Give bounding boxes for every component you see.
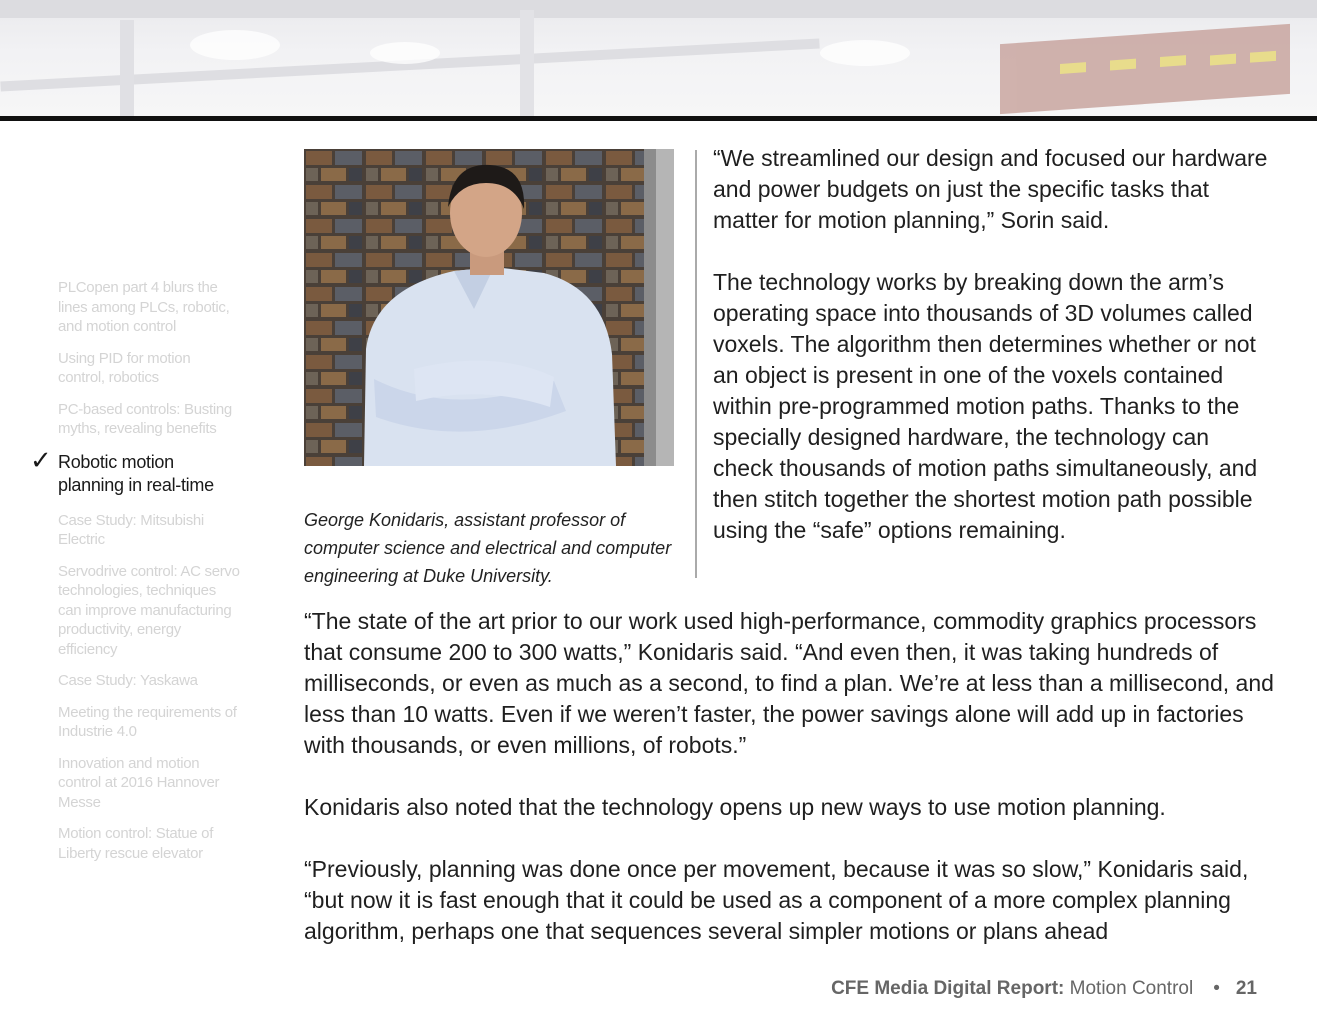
footer-section: Motion Control [1069,978,1194,999]
article-paragraph: “Previously, planning was done once per movement, because it was so slow,” Konidaris said, “but now it is fast enough that it could be used as a component of a more complex planning algorithm, perhaps one that sequences several simpler motions or plans ahead [304,856,1249,944]
header-banner-image [0,0,1317,116]
toc-item[interactable]: Using PID for motion control, robotics [58,349,191,386]
article-paragraph: The technology works by breaking down the arm’s operating space into thousands of 3D volumes called voxels. The algorithm then determines whether or not an object is present in one of the voxels contained within pre-programmed motion paths. Thanks to the specially designed hardware, the technology can check thousands of motion paths simultaneously, and then stitch together the shortest motion path possible using the “safe” options remaining. [713,269,1258,543]
article-paragraph: “The state of the art prior to our work used high-performance, commodity graphics processors that consume 200 to 300 watts,” Konidaris said. “And even then, it was taking hundreds of milliseconds, or even as much as a second, to find a plan. We’re at less than a millisecond, and less than 10 watts. Even if we weren’t faster, the power savings alone will add up in factories with thousands, or even millions, of robots.” [304,608,1274,758]
footer-separator: • [1213,978,1220,999]
checkmark-icon: ✓ [30,444,52,475]
portrait-photo [304,149,674,466]
toc-item[interactable]: Meeting the requirements of Industrie 4.0 [58,703,237,740]
toc-item[interactable]: PC-based controls: Busting myths, revealing benefits [58,400,232,437]
toc-item[interactable]: PLCopen part 4 blurs the lines among PLCs, robotic, and motion control [58,279,230,335]
toc-item[interactable]: Motion control: Statue of Liberty rescue elevator [58,825,214,862]
sidebar-toc [30,278,240,875]
page-footer [831,978,1257,1000]
scoreboard-display [1000,24,1290,114]
footer-publication: CFE Media Digital Report: [831,978,1065,999]
toc-item[interactable]: Servodrive control: AC servo technologies, techniques can improve manufacturing productivity, energy efficiency [58,562,240,658]
toc-item[interactable]: Innovation and motion control at 2016 Hannover Messe [58,754,220,811]
toc-item[interactable]: Case Study: Mitsubishi Electric [58,511,204,548]
toc-item-current[interactable]: ✓ Robotic motion planning in real-time [30,444,214,495]
photo-caption: George Konidaris, assistant professor of computer science and electrical and computer engineering at Duke University. [304,510,672,586]
header-divider [0,116,1317,121]
article-paragraph: “We streamlined our design and focused our hardware and power budgets on just the specific tasks that matter for motion planning,” Sorin said. [713,145,1268,233]
article-paragraph: Konidaris also noted that the technology opens up new ways to use motion planning. [304,794,1166,820]
toc-item[interactable]: Case Study: Yaskawa [58,672,198,689]
page-number: 21 [1235,978,1257,999]
column-divider [695,150,697,578]
